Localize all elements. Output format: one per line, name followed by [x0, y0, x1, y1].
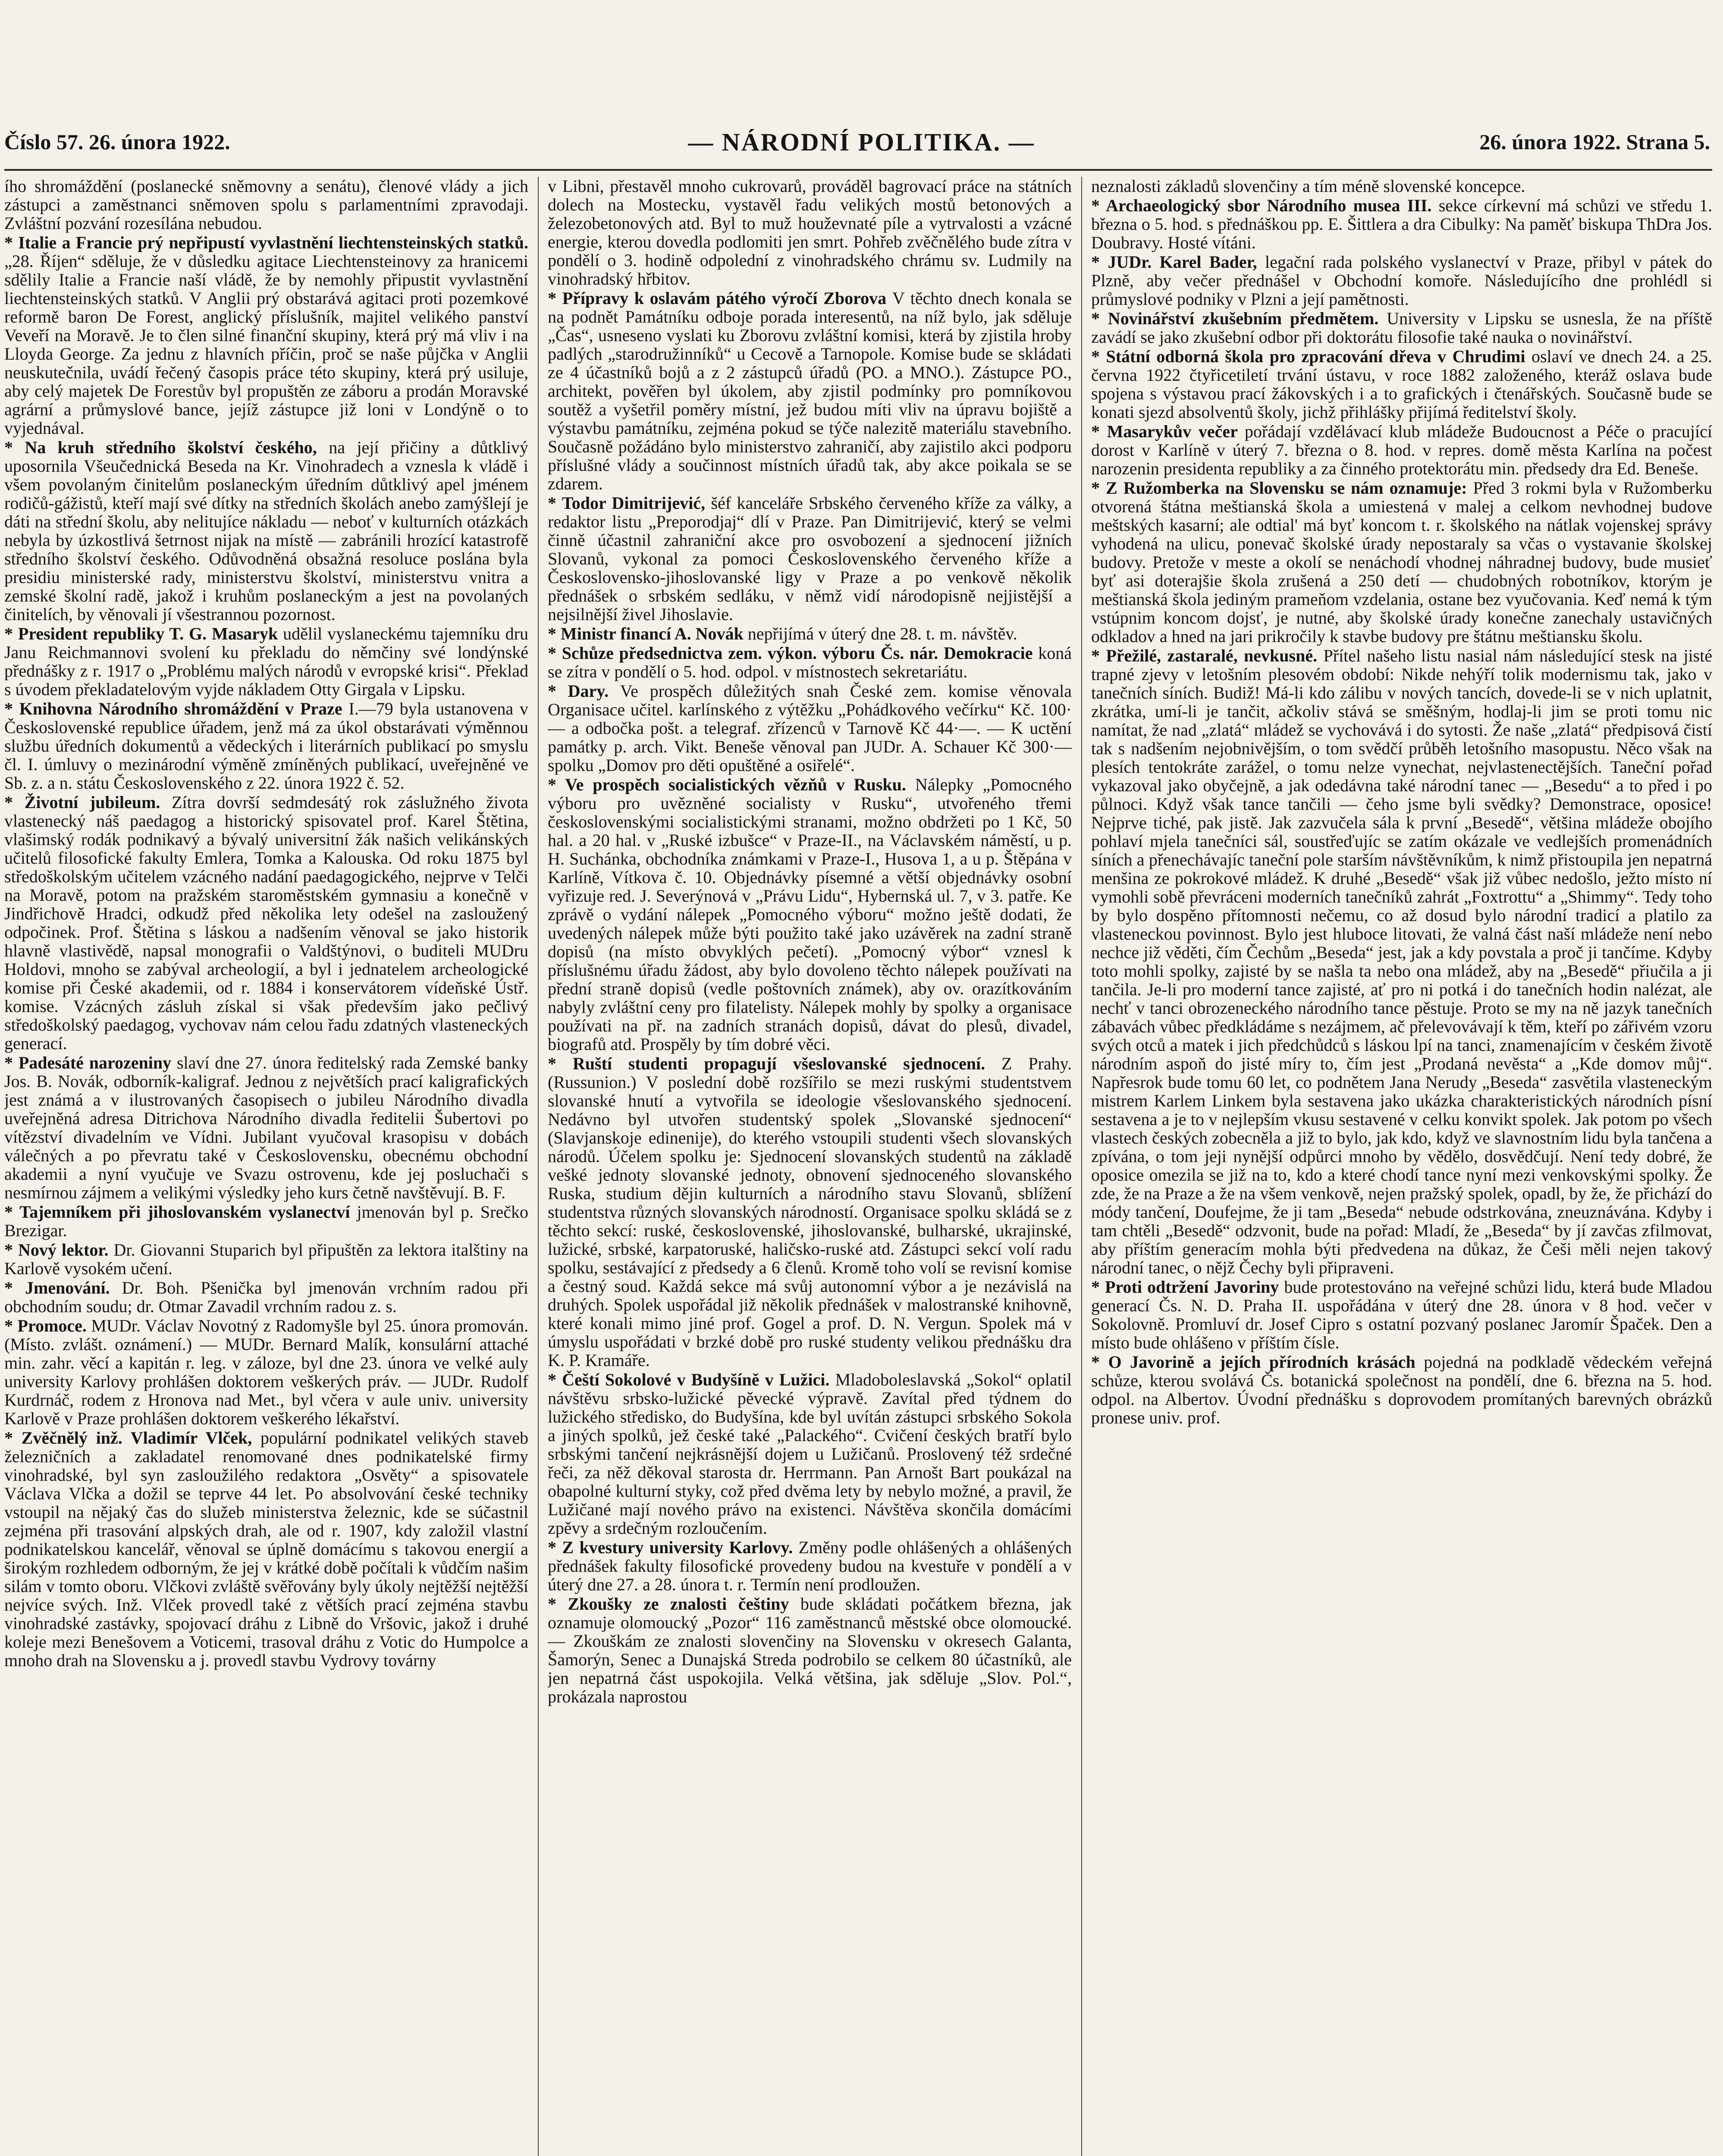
news-item — [1091, 479, 1712, 646]
news-text: University v Lipsku se usnesla, že na příště zavádí se jako zkušební odbor při doktorátu filosofie také nauka o novinářství. — [1091, 309, 1712, 347]
news-item — [1091, 309, 1712, 346]
news-text: oslaví ve dnech 24. a 25. června 1922 čtyřicetiletí trvání ústavu, v roce 1882 založeného, kteráž oslava bude spojena s výstavou prací žákovských i a to grafických i čtenářských. Současně bude se konati sjezd absolventů školy, jichž přihlášky přijímá ředitelství školy. — [1091, 347, 1712, 422]
news-text: pojedná na podkladě vědeckém veřejná schůze, kterou svolává Čs. botanická společnost na pondělí, dne 6. března na 5. hod. odpol. na Albertov. Úvodní přednášku s doprovodem promítaných barevných obrázků pronese univ. prof. — [1091, 1352, 1712, 1427]
news-item — [548, 775, 1072, 1053]
news-headline: * Čeští Sokolové v Budyšíně v Lužici. — [548, 1370, 835, 1389]
column-divider — [1081, 177, 1082, 2156]
news-text: neznalosti základů slovenčiny a tím méně slovenské koncepce. — [1091, 177, 1525, 196]
news-item — [548, 644, 1072, 681]
issue-date: Číslo 57. 26. února 1922. — [4, 130, 230, 154]
news-item — [4, 438, 528, 624]
header-rule — [4, 169, 1712, 171]
news-headline: * Archaeologický sbor Národního musea III. — [1091, 196, 1439, 215]
news-text: Ve prospěch důležitých snah České zem. komise věnovala Organisace učitel. karlínského z výtěžku „Pohádkového večírku“ Kč. 100·— a odbočka pošt. a telegraf. zřízenců v Tarnově Kč 44·—. — K uctění památky p. arch. Vikt. Beneše věnoval pan JUDr. A. Schauer Kč 300·— spolku „Domov pro děti opuštěné a osiřelé“. — [548, 681, 1072, 775]
news-text: populární podnikatel velikých staveb železničních a zakladatel renomované dnes podnikatelské firmy vinohradské, byl syn zasloužilého redaktora „Osvěty“ a spisovatele Václava Vlčka a dožil se teprve 44 let. Po absolvování české techniky vstoupil na nějaký čas do služeb ministerstva železnic, kde se súčastnil zejména při trasování alpských drah, ale od r. 1907, kdy založil vlastní podnikatelskou kancelář, věnoval se úplně domácímu s takovou energií a širokým rozhledem odborným, že jej v krátké době počítali k vůdčím našim silám v tomto oboru. Vlčkovi zvláště svěřovány byly úkoly nejtěžší nejtěžší nejvíce svých. Inž. Vlček provedl také z větších prací zejména stavbu vinohradské zastávky, spojovací dráhu z Libně do Vršovic, jakož i druhé koleje mezi Benešovem a Voticemi, trasoval dráhu z Votic do Humpolce a mnoho drah na Slovensku a j. provedl stavbu Vydrovy továrny — [4, 1428, 528, 1670]
news-text: nepřijímá v úterý dne 28. t. m. návštěv. — [747, 624, 1017, 643]
news-item — [548, 1595, 1072, 1706]
news-headline: * Ruští studenti propagují všeslovanské sjednocení. — [548, 1054, 1001, 1073]
news-headline: * Z kvestury university Karlovy. — [548, 1538, 799, 1557]
news-item — [548, 177, 1072, 288]
news-text: Změny podle ohlášených a ohlášených přednášek fakulty filosofické provedeny budou na kvestuře v pondělí a v úterý dne 27. a 28. února t. r. Termín není prodloužen. — [548, 1538, 1072, 1594]
news-text: udělil vyslaneckému tajemníku dru Janu Reichmannovi svolení ku překladu do němčiny své londýnské přednášky z r. 1917 o „Problému malých národů v evropské krisi“. Překlad s úvodem překladatelovým vyjde nákladem Otty Girgala v Lipsku. — [4, 624, 528, 699]
news-item — [1091, 253, 1712, 308]
news-headline: * Přípravy k oslavám pátého výročí Zborova — [548, 288, 892, 308]
news-headline: * JUDr. Karel Bader, — [1091, 252, 1265, 272]
news-item — [548, 1370, 1072, 1537]
news-headline: * Schůze předsednictva zem. výkon. výboru Čs. nár. Demokracie — [548, 643, 1039, 663]
news-headline: * Todor Dimitrijević, — [548, 493, 711, 513]
newspaper-title: — NÁRODNÍ POLITIKA. — — [688, 128, 1035, 156]
news-item — [4, 1279, 528, 1316]
news-item — [4, 1429, 528, 1670]
column-1 — [4, 177, 528, 2156]
news-text: na její přičiny a důtklivý uposornila Všeučednická Beseda na Kr. Vinohradech a vznesla k vládě i všem povolaným činitelům poslaneckým úředním důtklivý apel jménem rodičů-gážistů, kteří mají své dítky na středních školách anebo zamýšlejí je dáti na střední školu, aby nelitujíce nákladu — neboť v kulturních otázkách nebyla by úzkostlivá šetrnost nijak na místě — zabránili hrozící katastrofě středního školství českého. Odůvodněná obsažná resoluce poslána byla presidiu ministerské rady, ministerstvu školství, ministerstvu vnitra a zemské školní radě, jakož i kruhům poslaneckým a jest na povolaných činitelích, by věnovali jí všestrannou pozornost. — [4, 438, 528, 624]
news-text: Nálepky „Pomocného výboru pro uvězněné socialisty v Rusku“, utvořeného třemi československými socialistickými stranami, možno obdržeti po 1 Kč, 50 hal. a 20 hal. v „Ruské izbušce“ v Praze-II., na Václavském náměstí, u p. H. Suchánka, obchodníka známkami v Praze-I., Husova 1, a u p. Štěpána v Karlíně, Vítkova č. 10. Objednávky písemné a větší objednávky osobní vyřizuje red. J. Severýnová v „Právu Lidu“, Hybernská ul. 7, v 3. patře. Ke zprávě o vydání nálepek „Pomocného výboru“ možno ještě dodati, že uvedených nálepek může býti použito také jako uzávěrek na zadní straně dopisů (na místo obvyklých pečetí). „Pomocný výbor“ vznesl k příslušnému úřadu žádost, aby bylo dovoleno těchto nálepek používati na přední straně dopisů (vedle poštovních známek), aby ov. orazítkováním nabyly zvláštní ceny pro filatelisty. Nálepek mohly by spolky a organisace používati na př. na zadních stranách dopisů, dávat do plesů, divadel, biografů atd. Prospěly by tím dobré věci. — [548, 775, 1072, 1054]
news-headline: * Jmenování. — [4, 1278, 122, 1297]
news-headline: * Státní odborná škola pro zpracování dřeva v Chrudimi — [1091, 347, 1532, 366]
news-text: šéf kanceláře Srbského červeného kříže za války, a redaktor listu „Preporodjaj“ dlí v Praze. Pan Dimitrijević, který se velmi činně účastnil zahraniční akce pro osvobození a sjednocení jižních Slovanů, vykonal za pomoci Československého červeného kříže a Československo-jihoslovanské ligy v Praze a po venkově několik přednášek o srbském sedláku, v němž vidí národopisně nejjistější a nejsilnější živel Jihoslavie. — [548, 493, 1072, 624]
news-text: Z Prahy. (Russunion.) V poslední době rozšířilo se mezi ruskými studentstvem slovanské hnutí a vytvořila se ideologie všeslovanského sjednocení. Nedávno byl utvořen studentský spolek „Slovanské sjednocení“ (Slavjanskoje edinenije), do kterého vstoupili studenti všech slovanských národů. Účelem spolku je: Sjednocení slovanských studentů na základě vešké jednoty slovanské jednoty, obnovení sjednoceného slovanského Ruska, studium dějin kulturních a národního stavu Slovanů, sblížení studentstva různých slovanských národností. Organisace spolku skládá se z těchto sekcí: ruské, československé, jihoslovanské, bulharské, ukrajinské, lužické, srbské, karpatoruské, haličsko-ruské atd. Zástupci sekcí volí radu spolku, sestávající z předsedy a 6 členů. Kromě toho volí se revisní komise a čestný soud. Každá sekce má svůj autonomní výbor a je nezávislá na druhých. Spolek uspořádal již několik přednášek v malostranské knihovně, které konali mimo jiné prof. Gogel a prof. D. N. Vergun. Spolek má v úmyslu uspořádati v brzké době pro ruské studenty velikou přednášku dra K. P. Kramáře. — [548, 1054, 1072, 1370]
news-text: koná se zítra v pondělí o 5. hod. odpol. v místnostech sekretariátu. — [548, 643, 1072, 681]
news-text: Mladoboleslavská „Sokol“ oplatil návštěvu srbsko-lužické pěvecké výpravě. Zavítal před týdnem do lužického středisko, do Budyšína, kde byl uvítán zástupci srbského Sokola a jiných spolků, jež české také „Palackého“. Cvičení českých bratří bylo srbskými tančení nejkrásnější dojem u Lužičanů. Proslovený též srdečné řeči, za něž děkoval starosta dr. Herrmann. Pan Arnošt Bart poukázal na obapolné kulturní styky, což před dvěma lety by nebylo možné, a pravil, že Lužičané mají nového právo na existenci. Návštěva skončila domácími zpěvy a srdečným rozloučením. — [548, 1370, 1072, 1538]
news-text: V těchto dnech konala se na podnět Památníku odboje porada interesentů, na níž bylo, jak sděluje „Čas“, usneseno vyslati ku Zborovu zvláštní komisi, která by zjistila hroby padlých „starodružinníků“ u Cecově a Tarnopole. Komise bude se skládati ze 4 účastníků bojů a z 2 zástupců úřadů (PO. a MNO.). Zástupce PO., architekt, pověřen byl úkolem, aby zjistil podmínky pro pomníkovou soutěž a vyšetřil poměry místní, jež budou míti vliv na úpravu bojiště a výstavbu památníku, zejména pokud se týče nalezitě materiálu stavebního. Současně požádáno bylo ministerstvo zahraničí, aby zajistilo akci podporu příslušné vlády a součinnost místních úřadů tak, aby akce poikala se se zdarem. — [548, 288, 1072, 493]
news-item — [4, 793, 528, 1053]
news-text: jmenován byl p. Srečko Brezigar. — [4, 1202, 528, 1240]
news-item — [1091, 1353, 1712, 1427]
news-headline: * Zvěčnělý inž. Vladimír Vlček, — [4, 1428, 260, 1448]
news-headline: * Nový lektor. — [4, 1240, 114, 1260]
news-item — [4, 699, 528, 792]
news-text: sekce církevní má schůzi ve středu 1. března o 5. hod. s přednáškou pp. E. Šittlera a dra Cibulky: Na paměť biskupa ThDra Jos. Doubravy. Hosté vítáni. — [1091, 196, 1712, 252]
column-2 — [548, 177, 1072, 2156]
news-item — [4, 1203, 528, 1240]
news-headline: * Padesáté narozeniny — [4, 1053, 177, 1072]
news-item — [548, 682, 1072, 774]
news-item — [548, 494, 1072, 624]
news-item — [4, 177, 528, 232]
news-text: bude protestováno na veřejné schůzi lidu, která bude Mladou generací Čs. N. D. Praha II. uspořádána v úterý dne 28. února v 8 hod. večer v Sokolovně. Promluví dr. Josef Cipro s ostatní pozvaný poslanec Jaromír Špaček. Den a místo bude ohlášeno v příštím čísle. — [1091, 1277, 1712, 1352]
page-number: 26. února 1922. Strana 5. — [1479, 130, 1710, 154]
news-text: legační rada polského vyslanectví v Praze, přibyl v pátek do Plzně, aby večer přednášel v Obchodní komoře. Následujícího dne prohlédl si průmyslové podniky v Plzni a její pamětnosti. — [1091, 252, 1712, 309]
news-headline: * Životní jubileum. — [4, 793, 172, 812]
news-item — [548, 1538, 1072, 1594]
news-headline: * Knihovna Národního shromáždění v Praze — [4, 699, 349, 718]
news-headline: * Italie a Francie prý nepřipustí vyvlastnění liechtensteinských statků. — [4, 233, 528, 252]
column-divider — [538, 177, 539, 2156]
news-text: Dr. Giovanni Stuparich byl připuštěn za lektora italštiny na Karlově vysokém učení. — [4, 1240, 528, 1278]
news-item — [4, 233, 528, 437]
news-item — [1091, 646, 1712, 1277]
news-text: Přítel našeho listu nasial nám následující stesk na jisté trapné zjevy v letošním plesovém období: Nikde nehýří tolik modernismu tak, jako v tanečních síních. Budiž! Má-li kdo zálibu v nových tancích, dovede-li se v nich uplatnit, zkrátka, umí-li je tančit, ačkoliv stává se směšným, hodlaj-li jim se proti tomu nic namítat, že nad „zlatá“ mládež se vychovává i do sytosti. Že naše „zlatá“ předpisová čistí tak s nadšením nejobnivějším, o tom svědčí průběh letošního masopustu. Něco však na plesích tentokráte zarážel, o tomu nelze vynechat, nejvlastenectějších. Taneční pořad vykazoval jako obyčejně, a jak odedávna také národní tanec — „Besedu“ a to před i po půlnoci. Když však tance tančili — čeho jsme byli svědky? Demonstrace, oposice! Nejprve tiché, pak jistě. Jak zazvučela sála k první „Besedě“, většina mládeže obojího pohlaví mjela tanečníci sál, soustřeďujíc se zatím okázale ve vedlejších promenádních síních a přenechávajíc taneční pole starším návštěvníkům, k nimž přistoupila jen nepatrná menšina ze pokrokové mládež. K druhé „Besedě“ však již vůbec nedošlo, ježto místo ní vymohli sobě převráceni moderních tanečníků zahrát „Foxtrottu“ a „Shimmy“. Tedy toho by bylo dospěno přítomnosti nečemu, co až dosud bylo národní tradicí a platilo za vlasteneckou povinnost. Bylo jest hluboce litovati, že valná část naší mládeže není nebo nechce již věděti, čím Čechům „Beseda“ jest, jak a kdy povstala a proč ji tančíme. Kdyby toto mohli spolky, zajisté by se našla ta nebo ona mládež, aby na „Besedě“ přiučila a ji tančila. Je-li pro moderní tance zajisté, ať pro ni potká i do tanečních hodin nalézat, ale nechť v tanci obrozeneckého národního tance pěstuje. Proto se my na ně jazyk tanečních zábavách vůbec předkládáme s nezájmem, ač přelevovávají k těm, kteří po zářivém vzoru svých otců a matek i jich předchůdců s láskou lpí na tanci, znamenajícím v českém životě národním aspoň do jisté míry to, čím jest „Prodaná nevěsta“ a „Kde domov můj“. Napřesrok bude tomu 60 let, co podnětem Jana Nerudy „Beseda“ zasvětila vlasteneckým mistrem Karlem Linkem byla sestavena jako ukázka charakteristických národních písní sestavena a je to v nejlepším vkusu sestavené v celku konvikt spolek. Jak potom po všech vlastech českých zobecněla a již to bylo, jak kdo, když ve slavnostním lidu byla tančena a zpívána, o tom jeji nynější odpůrci mnoho by vědělo, dosvědčují. Není tedy dobré, že oposice omezila se již na to, kdo a které chodí tance nyní mezi venkovskými spolky. Že zde, že na Praze a že na všem venkově, nejen pražský spolek, opadl, by že, že přichází do módy tančení, Doufejme, že ji tam „Beseda“ nebude odstrkována, zneuznávána. Kdyby i tam chtěli „Besedě“ odzvonit, bude na pořad: Mladí, že „Beseda“ by jí zavčas zfilmovat, aby příštím generacím mohla býti předvedena na důkaz, že Češi měli nejen takový národní tanec, o nějž Čechy byli připraveni. — [1091, 646, 1712, 1277]
news-item — [4, 624, 528, 699]
article-columns — [4, 177, 1712, 2156]
news-item — [4, 1316, 528, 1428]
news-text: MUDr. Václav Novotný z Radomyšle byl 25. února promován. (Místo. zvlášt. oznámení.) — MUDr. Bernard Malík, konsulární attaché min. zahr. věcí a kapitán r. leg. v záloze, byl dne 23. února ve velké auly university Karlovy prohlášen doktorem veškerých práv. — JUDr. Rudolf Kurdrnáč, rodem z Hronova nad Met., byl včera v aule univ. university Karlově v Praze prohlášen doktorem veškerého lékařství. — [4, 1316, 528, 1428]
news-headline: * President republiky T. G. Masaryk — [4, 624, 283, 643]
news-item — [4, 1053, 528, 1202]
news-headline: * Zkoušky ze znalosti češtiny — [548, 1594, 800, 1614]
news-text: Zítra dovrší sedmdesátý rok záslužného života vlastenecký náš paedagog a historický spisovatel prof. Karel Štětina, vlašimský rodák podnikavý a bývalý universitní žák našich velikánských učitelů filosofické fakulty Emlera, Tomka a Kalouska. Od roku 1875 byl středoškolským učitelem vzácného nadání paedagogického, nejprve v Telči na Moravě, potom na pražském staroměstském gymnasiu a konečně v Jindřichově Hradci, odkudž před několika lety odešel na zasloužený odpočinek. Prof. Štětina s láskou a nadšením věnoval se jako historik hlavně vlastivědě, napsal monografii o Valdštýnovi, o buditeli MUDru Holdovi, mnoho se zabýval archeologií, a byl i jednatelem archeologické komise při České akademii, od r. 1884 i konservátorem vídeňské Ústř. komise. Vzácných zásluh získal si však především jako pečlivý středoškolský paedagog, vychovav nám celou řadu zdatných vlasteneckých generací. — [4, 793, 528, 1053]
news-headline: * Novinářství zkušebním předmětem. — [1091, 309, 1387, 328]
news-item — [4, 1241, 528, 1278]
news-text: ího shromáždění (poslanecké sněmovny a senátu), členové vlády a jich zástupci a zaměstnanci sněmoven spolu s parlamentními zpravodaji. Zvláštní pozvání rozesílána nebudou. — [4, 177, 528, 233]
news-text: slaví dne 27. února ředitelský rada Zemské banky Jos. B. Novák, odborník-kaligraf. Jednou z největších prací kaligrafických jest známá a v ilustrovaných časopisech o jubileu Národního divadla uveřejněná adresa Ditrichova Národního divadla ředitelii Šubertovi po vítězství divadelním ve Vídni. Jubilant vyučoval krasopisu v dobách válečných a po převratu také v Československu, obecnému obchodní akademii a nyní vyučuje ve Svazu ostrovenu, kde jej posluchači s nesmírnou zájmem a velikými výsledky jeho kurs četně navštěvují. B. F. — [4, 1053, 528, 1202]
news-text: I.—79 byla ustanovena v Československé republice úřadem, jenž má za úkol obstarávati výměnnou službu úředních dokumentů a vědeckých i literárních publikací po smyslu čl. I. úmluvy o mezinárodní výměně zmíněných publikací, uveřejněné ve Sb. z. a n. státu Československého z 22. února 1922 č. 52. — [4, 699, 528, 793]
column-3 — [1091, 177, 1712, 2156]
masthead — [0, 129, 1723, 168]
news-text: Dr. Boh. Pšenička byl jmenován vrchním radou při obchodním soudu; dr. Otmar Zavadil vrchním radou z. s. — [4, 1278, 528, 1316]
news-text: v Libni, přestavěl mnoho cukrovarů, prováděl bagrovací práce na státních dolech na Mostecku, vystavěl řadu velikých mostů betonových a železobetonových atd. Byl to muž houževnaté píle a vytrvalosti a vzácné energie, kterou dovedla podlomiti jen smrt. Pohřeb zvěčnělého bude zítra v pondělí o 3. hodině odpolední z vinohradského chrámu sv. Ludmily na vinohradský hřbitov. — [548, 177, 1072, 288]
news-item — [1091, 347, 1712, 421]
news-headline: * O Javorině a jejích přírodních krásách — [1091, 1352, 1424, 1372]
news-headline: * Na kruh středního školství českého, — [4, 438, 329, 457]
news-item — [1091, 196, 1712, 252]
news-text: Před 3 rokmi byla v Ružomberku otvorená štátna meštianská škola a umiestená v malej a celkom nevhodnej budove meštských kasarní; ale odtial' má byť koncom t. r. školského na nátlak vojenskej správy vyhodená na ulicu, ponevač školské úrady nepostaraly sa včas o vystavanie školskej budovy. Pretože v meste a okolí se nenáchodí vhodnej náhradnej budovy, bude musieť byť asi doterajšie škola zrušená a 250 detí — chudobných robotníkov, ktorým je meštianská škola jediným prameňom vzdelania, ostane bez vyučovania. Keď nemá k tým vstúpnim koncom dojsť, je nutné, aby školské úrady konečne zanechaly ustavičných odkladov a hned na jari prikročily k stavbe budovy pre štátnu meštiansku školu. — [1091, 478, 1712, 646]
news-item — [548, 289, 1072, 493]
news-item — [548, 1054, 1072, 1369]
news-headline: * Ministr financí A. Novák — [548, 624, 748, 643]
news-headline: * Dary. — [548, 681, 620, 701]
news-text: bude skládati počátkem března, jak oznamuje olomoucký „Pozor“ 116 zaměstnanců městské obce olomoucké. — Zkouškám ze znalosti slovenčiny na Slovensku v okresech Galanta, Šamorýn, Senec a Dunajská Streda podrobilo se celkem 80 účastníků, ale jen nepatrná část uspokojila. Velká většina, jak sděluje „Slov. Pol.“, prokázala naprostou — [548, 1594, 1072, 1706]
news-item — [1091, 177, 1712, 195]
news-text: „28. Říjen“ sděluje, že v důsledku agitace Liechtensteinovy za hranicemi sdělily Italie a Francie naší vládě, že by nemohly připustit vyvlastnění liechtensteinských statků. V Anglii prý obstarává agitaci proti pozemkové reformě baron De Forest, anglický příslušník, majitel velikého panství Veveří na Moravě. Je to člen silné finanční skupiny, která prý má vliv i na Lloyda George. Za jednu z hlavních příčin, proč se naše půjčka v Anglii neuskutečnila, uvádí řečený časopis práce této skupiny, která prý usiluje, aby celý majetek De Forestův byl propuštěn ze záboru a prodán Moravské agrární a průmyslové bance, jejíž zástupce již loni v Londýně o to vyjednával. — [4, 251, 528, 438]
news-headline: * Masarykův večer — [1091, 422, 1245, 441]
news-item — [1091, 422, 1712, 478]
news-text: pořádají vzdělávací klub mládeže Budoucnost a Péče o pracující dorost v Karlíně v úterý 7. března o 8. hod. v repres. domě města Karlína na počest narozenin presidenta republiky a za činného protektorátu min. předsedy dra Ed. Beneše. — [1091, 422, 1712, 478]
news-headline: * Tajemníkem při jihoslovanském vyslanectví — [4, 1202, 357, 1222]
news-headline: * Promoce. — [4, 1316, 91, 1335]
news-item — [548, 624, 1072, 643]
news-item — [1091, 1278, 1712, 1352]
news-headline: * Přežilé, zastaralé, nevkusné. — [1091, 646, 1324, 665]
news-headline: * Proti odtržení Javoriny — [1091, 1277, 1284, 1297]
news-headline: * Z Ružomberka na Slovensku se nám oznamuje: — [1091, 478, 1473, 498]
news-headline: * Ve prospěch socialistických vězňů v Rusku. — [548, 775, 915, 794]
